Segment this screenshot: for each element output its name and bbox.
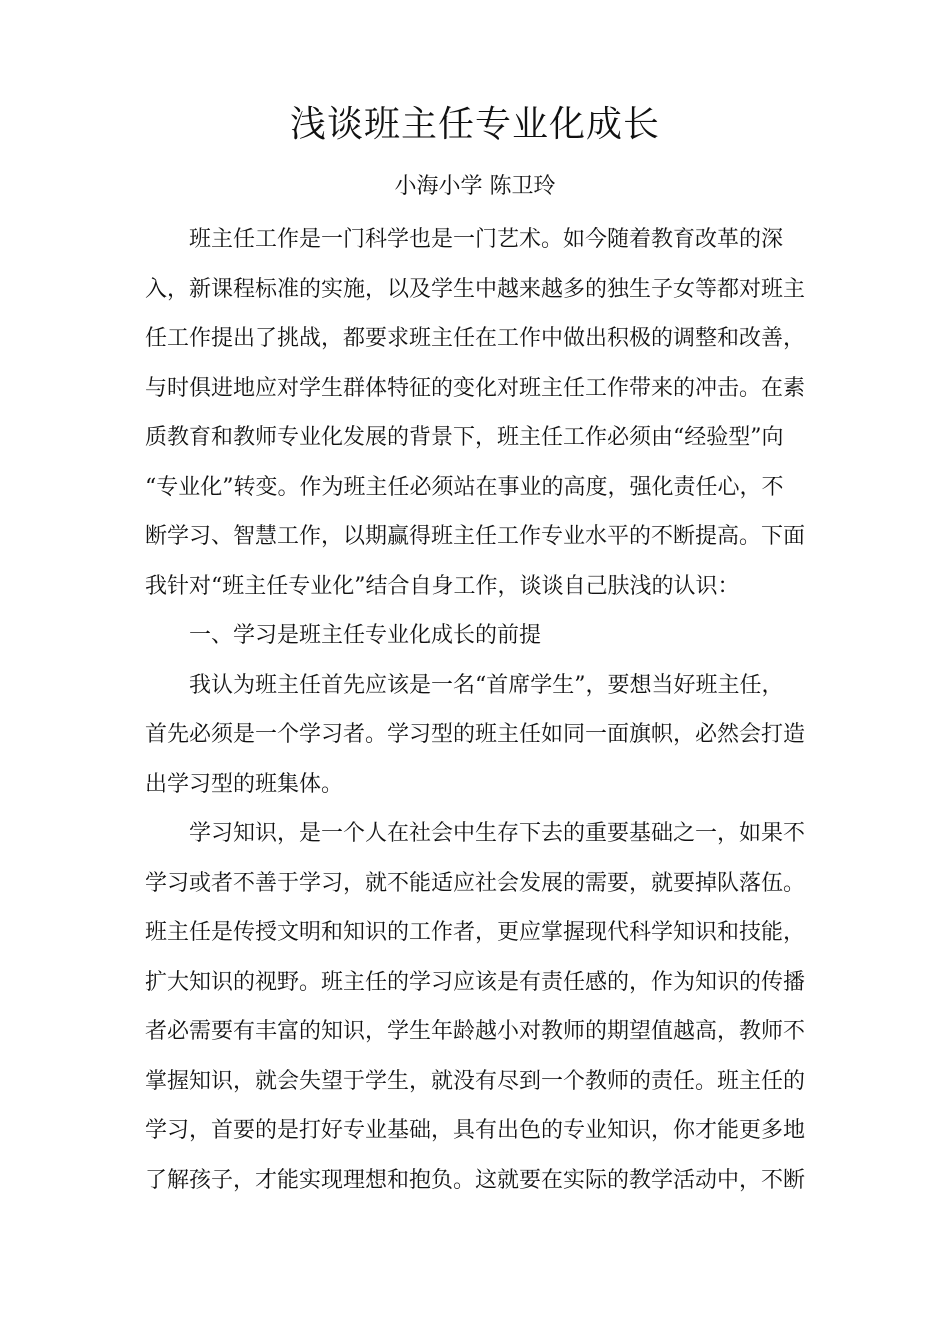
document-body [145,215,807,1205]
document-title: 浅谈班主任专业化成长 [289,104,660,145]
paragraph-first-student: 我认为班主任首先应该是一名“首席学生”，要想当好班主任， 首先必须是一个学习者。学习型的班主任如同一面旗帜，必然会打造 出学习型的班集体。 [145,672,806,797]
paragraph-learning-knowledge: 学习知识，是一个人在社会中生存下去的重要基础之一，如果不 学习或者不善于学习，就不能适应社会发展的需要，就要掉队落伍。 班主任是传授文明和知识的工作者，更应掌握现代科学知识和技能， 扩大知识的视野。班主任的学习应该是有责任感的，作为知识的传播 者必需要有丰富的知识，学生年龄越小对教师的期望值越高，教师不 掌握知识，就会失望于学生，就没有尽到一个教师的责任。班主任的 学习，首要的是打好专业基础，具有出色的专业知识，你才能更多地 了解孩子，才能实现理想和抱负。这就要在实际的教学活动中，不断 [145,821,806,1193]
document-author: 小海小学 陈卫玲 [394,174,556,199]
paragraph-intro: 班主任工作是一门科学也是一门艺术。如今随着教育改革的深 入，新课程标准的实施，以及学生中越来越多的独生子女等都对班主 任工作提出了挑战，都要求班主任在工作中做出积极的调整和改善， 与时俱进地应对学生群体特征的变化对班主任工作带来的冲击。在素 质教育和教师专业化发展的背景下，班主任工作必须由“经验型”向 “专业化”转变。作为班主任必须站在事业的高度，强化责任心，不 断学习、智慧工作，以期赢得班主任工作专业水平的不断提高。下面 我针对“班主任专业化”结合自身工作，谈谈自己肤浅的认识： [145,227,806,599]
section-heading-1: 一、学习是班主任专业化成长的前提 [189,623,542,648]
